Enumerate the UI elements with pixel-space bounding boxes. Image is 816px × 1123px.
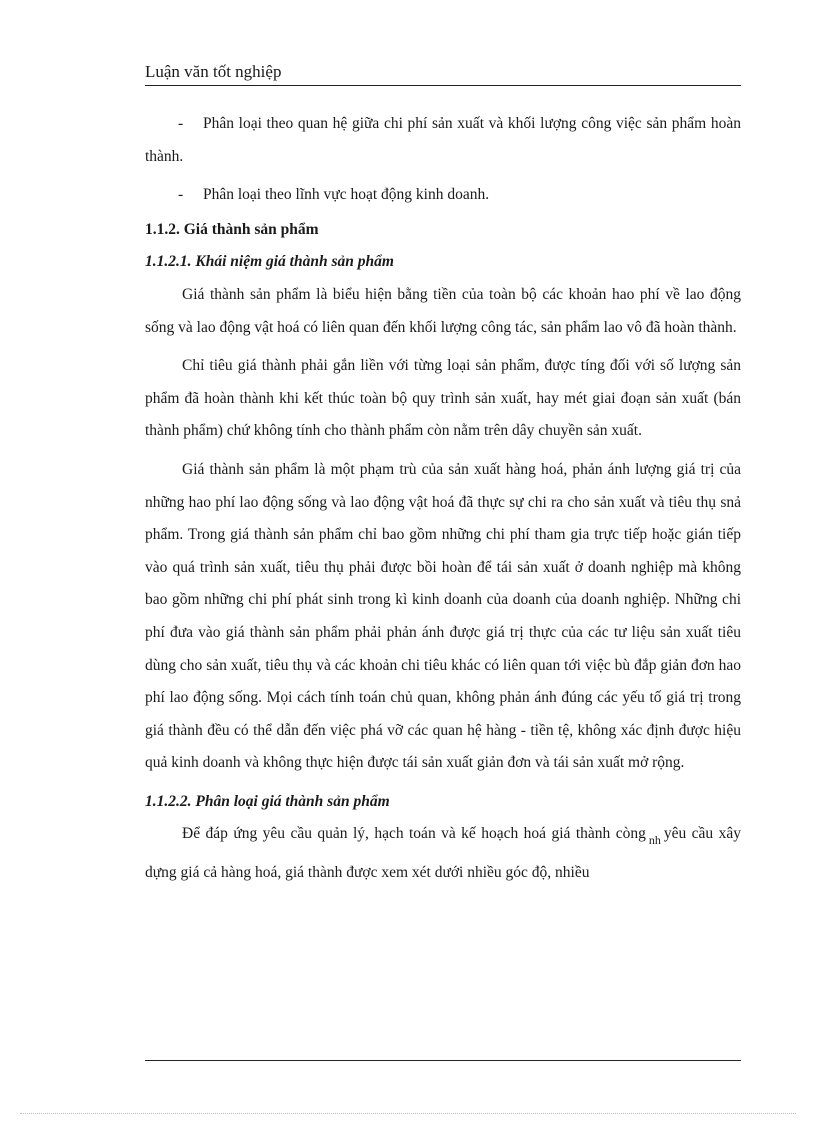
subscript-fragment: nh [648,833,661,848]
paragraph-text: Để đáp ứng yêu cầu quản lý, hạch toán và kế hoạch hoá giá thành còng [182,825,646,843]
bullet-item [145,179,741,212]
page-body [145,108,741,890]
paragraph: Chỉ tiêu giá thành phải gắn liền với từng loại sản phẩm, được tíng đối với số lượng sản phẩm đã hoàn thành khi kết thúc toàn bộ quy trình sản xuất, hay mét giai đoạn sản xuất (bán thành phẩm) chứ không tính cho thành phẩm còn nằm trên dây chuyền sản xuất. [145,357,741,440]
bullet-text: Phân loại theo quan hệ giữa chi phí sản xuất và khối lượng công việc sản phẩm hoàn thành. [145,115,741,165]
paragraph [145,818,741,889]
subsection-heading: 1.1.2.1. Khái niệm giá thành sản phẩm [145,253,394,271]
bullet-text: Phân loại theo lĩnh vực hoạt động kinh doanh. [203,186,490,204]
paragraph: Giá thành sản phẩm là một phạm trù của sản xuất hàng hoá, phản ánh lượng giá trị của những hao phí lao động sống và lao động vật hoá đã thực sự chi ra cho sản xuất và tiêu thụ snả phẩm. Trong giá thành sản phẩm chỉ bao gồm những chi phí tham gia trực tiếp hoặc gián tiếp vào quá trình sản xuất, tiêu thụ phải được bồi hoàn để tái sản xuất ở doanh nghiệp mà không bao gồm những chi phí phát sinh trong kì kinh doanh của doanh của doanh nghiệp. Những chi phí đưa vào giá thành sản phẩm phải phản ánh được giá trị thực của các tư liệu sản xuất tiêu dùng cho sản xuất, tiêu thụ và các khoản chi tiêu khác có liên quan tới việc bù đắp giản đơn hao phí lao động sống. Mọi cách tính toán chủ quan, không phản ánh đúng các yếu tố giá trị trong giá thành đều có thể dẫn đến việc phá vỡ các quan hệ hàng - tiền tệ, không xác định được hiệu quả kinh doanh và không thực hiện được tái sản xuất giản đơn và tái sản xuất mở rộng. [145,460,741,772]
paragraph: Giá thành sản phẩm là biểu hiện bằng tiền của toàn bộ các khoản hao phí về lao động sống và lao động vật hoá có liên quan đến khối lượng công tác, sản phẩm lao vô đã hoàn thành. [145,285,741,336]
section-heading: 1.1.2. Giá thành sản phẩm [145,220,319,238]
subsection-heading: 1.1.2.2. Phân loại giá thành sản phẩm [145,792,390,810]
bullet-dash: - [178,186,184,204]
bullet-item [145,108,741,173]
paragraph-text: yêu cầu xây dựng giá cả hàng hoá, giá thành được xem xét dưới nhiều góc độ, nhiều [145,825,741,882]
footer-divider [145,1060,741,1061]
page-edge-dotted [20,1113,796,1114]
page-header-title: Luận văn tốt nghiệp [145,62,282,81]
bullet-dash: - [178,115,184,132]
header-divider [145,85,741,86]
